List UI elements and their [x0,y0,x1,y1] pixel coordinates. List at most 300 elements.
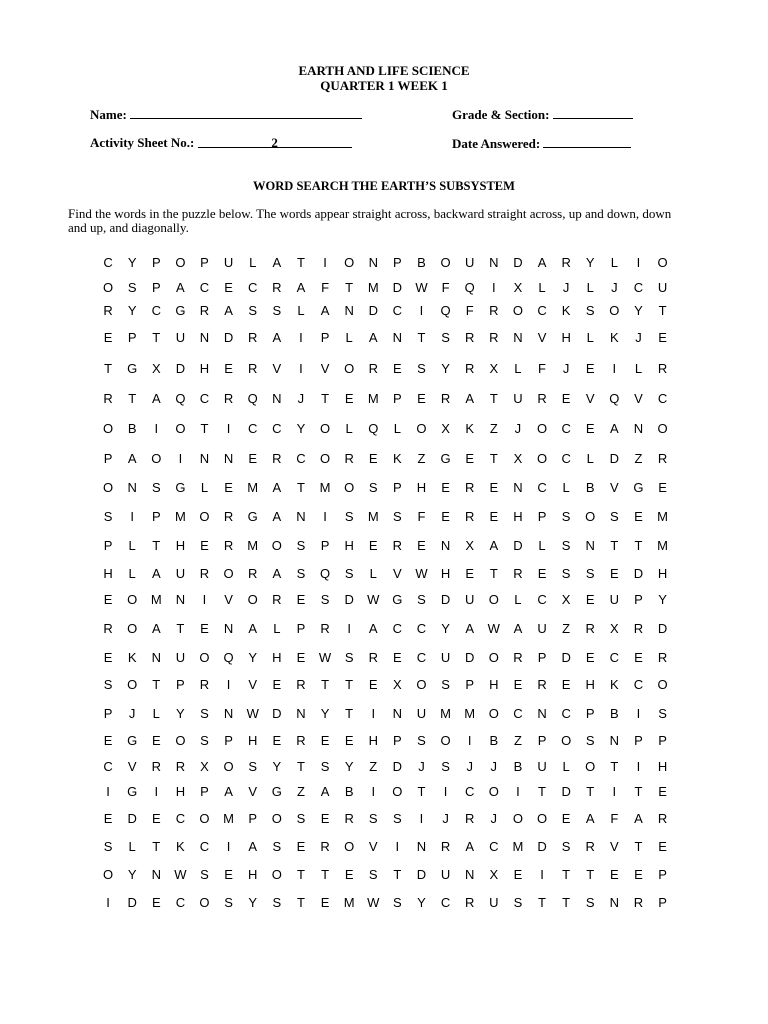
puzzle-letter[interactable]: Y [634,303,643,318]
puzzle-letter[interactable]: B [585,480,595,495]
puzzle-letter[interactable]: S [272,895,282,910]
puzzle-letter[interactable]: R [657,451,668,466]
puzzle-letter[interactable]: N [513,480,523,495]
puzzle-letter[interactable]: R [561,255,571,270]
puzzle-letter[interactable]: J [490,811,498,826]
puzzle-letter[interactable]: P [634,592,643,607]
puzzle-letter[interactable]: E [489,509,499,524]
puzzle-letter[interactable]: E [103,650,113,665]
puzzle-letter[interactable]: U [465,592,475,607]
puzzle-letter[interactable]: L [538,280,546,295]
puzzle-letter[interactable]: E [585,361,595,376]
puzzle-letter[interactable]: P [151,280,161,295]
puzzle-letter[interactable]: S [393,895,402,910]
puzzle-letter[interactable]: Z [634,451,643,466]
puzzle-letter[interactable]: N [609,895,620,910]
puzzle-letter[interactable]: O [344,255,355,270]
puzzle-letter[interactable]: Q [464,280,475,295]
puzzle-letter[interactable]: S [200,706,209,721]
puzzle-letter[interactable]: O [536,811,548,826]
puzzle-letter[interactable]: V [393,566,402,581]
puzzle-letter[interactable]: N [272,391,282,406]
puzzle-letter[interactable]: M [247,538,259,553]
puzzle-letter[interactable]: H [248,867,258,882]
puzzle-letter[interactable]: I [491,280,496,295]
puzzle-letter[interactable]: R [272,280,282,295]
puzzle-letter[interactable]: U [223,255,234,270]
puzzle-letter[interactable]: A [537,255,547,270]
puzzle-letter[interactable]: G [127,361,138,376]
puzzle-letter[interactable]: E [658,784,667,799]
puzzle-letter[interactable]: U [489,895,499,910]
puzzle-letter[interactable]: C [248,421,258,436]
puzzle-letter[interactable]: I [226,839,231,854]
puzzle-letter[interactable]: F [465,303,474,318]
puzzle-letter[interactable]: N [199,451,210,466]
puzzle-letter[interactable]: L [586,330,594,345]
puzzle-letter[interactable]: Y [127,867,137,882]
puzzle-letter[interactable]: D [127,895,137,910]
puzzle-letter[interactable]: N [633,421,644,436]
puzzle-letter[interactable]: I [371,706,376,721]
puzzle-letter[interactable]: F [441,280,450,295]
puzzle-letter[interactable]: C [537,592,547,607]
puzzle-letter[interactable]: T [104,361,113,376]
puzzle-letter[interactable]: R [272,451,282,466]
puzzle-letter[interactable]: J [514,421,522,436]
puzzle-letter[interactable]: N [537,706,547,721]
puzzle-letter[interactable]: O [488,784,499,799]
puzzle-letter[interactable]: O [536,451,548,466]
puzzle-letter[interactable]: O [102,480,114,495]
puzzle-letter[interactable]: H [561,330,571,345]
puzzle-letter[interactable]: D [633,566,644,581]
puzzle-letter[interactable]: E [368,538,378,553]
puzzle-letter[interactable]: R [465,895,475,910]
puzzle-letter[interactable]: O [488,706,499,721]
puzzle-letter[interactable]: R [633,895,644,910]
puzzle-letter[interactable]: D [416,867,427,882]
puzzle-letter[interactable]: B [489,733,499,748]
puzzle-letter[interactable]: O [271,867,282,882]
puzzle-letter[interactable]: S [320,759,330,774]
puzzle-letter[interactable]: O [416,421,427,436]
puzzle-letter[interactable]: S [393,811,402,826]
puzzle-letter[interactable]: T [489,451,498,466]
puzzle-letter[interactable]: E [610,566,619,581]
puzzle-letter[interactable]: O [561,733,572,748]
puzzle-letter[interactable]: S [561,509,571,524]
puzzle-letter[interactable]: L [249,255,257,270]
puzzle-letter[interactable]: R [248,361,258,376]
puzzle-letter[interactable]: N [223,451,234,466]
puzzle-letter[interactable]: E [658,330,667,345]
puzzle-letter[interactable]: K [610,677,619,692]
puzzle-letter[interactable]: C [416,650,427,665]
puzzle-letter[interactable]: P [151,509,161,524]
puzzle-letter[interactable]: O [223,566,234,581]
puzzle-letter[interactable]: S [585,895,595,910]
puzzle-letter[interactable]: U [440,650,451,665]
puzzle-letter[interactable]: N [223,621,234,636]
puzzle-letter[interactable]: A [272,566,282,581]
puzzle-letter[interactable]: T [610,759,619,774]
puzzle-letter[interactable]: T [610,538,619,553]
puzzle-letter[interactable]: P [224,733,233,748]
puzzle-letter[interactable]: Y [320,706,330,721]
puzzle-letter[interactable]: E [200,538,209,553]
puzzle-letter[interactable]: E [417,391,426,406]
puzzle-letter[interactable]: D [368,303,378,318]
puzzle-letter[interactable]: D [344,592,354,607]
puzzle-letter[interactable]: P [393,733,402,748]
puzzle-letter[interactable]: R [537,391,547,406]
puzzle-letter[interactable]: A [224,303,233,318]
puzzle-letter[interactable]: E [296,839,306,854]
puzzle-letter[interactable]: J [635,330,642,345]
puzzle-letter[interactable]: I [419,811,424,826]
puzzle-letter[interactable]: E [320,895,330,910]
puzzle-letter[interactable]: T [321,677,330,692]
puzzle-letter[interactable]: A [513,621,523,636]
puzzle-letter[interactable]: R [465,330,475,345]
puzzle-letter[interactable]: Z [296,784,305,799]
puzzle-letter[interactable]: N [127,480,137,495]
puzzle-letter[interactable]: N [465,867,475,882]
puzzle-letter[interactable]: I [636,706,641,721]
puzzle-letter[interactable]: O [344,361,355,376]
puzzle-letter[interactable]: E [296,650,306,665]
puzzle-letter[interactable]: I [202,592,207,607]
puzzle-letter[interactable]: Q [247,391,258,406]
puzzle-letter[interactable]: D [537,839,547,854]
puzzle-letter[interactable]: D [513,538,523,553]
puzzle-letter[interactable]: R [657,361,668,376]
puzzle-letter[interactable]: D [392,759,403,774]
puzzle-letter[interactable]: R [320,839,330,854]
puzzle-letter[interactable]: S [248,759,258,774]
puzzle-letter[interactable]: A [585,811,595,826]
puzzle-letter[interactable]: U [537,621,547,636]
name-blank[interactable] [130,106,362,119]
puzzle-letter[interactable]: E [103,733,113,748]
puzzle-letter[interactable]: X [441,421,450,436]
puzzle-letter[interactable]: D [392,280,403,295]
puzzle-letter[interactable]: R [633,621,644,636]
puzzle-letter[interactable]: V [368,839,378,854]
puzzle-letter[interactable]: U [440,867,451,882]
puzzle-letter[interactable]: R [513,566,523,581]
puzzle-letter[interactable]: J [128,706,136,721]
puzzle-letter[interactable]: E [585,592,595,607]
puzzle-letter[interactable]: X [151,361,161,376]
puzzle-letter[interactable]: M [657,538,668,553]
puzzle-letter[interactable]: I [226,421,231,436]
puzzle-letter[interactable]: E [417,538,426,553]
puzzle-letter[interactable]: N [440,538,451,553]
puzzle-letter[interactable]: O [199,650,210,665]
puzzle-letter[interactable]: K [465,421,475,436]
puzzle-letter[interactable]: C [657,391,668,406]
puzzle-letter[interactable]: G [127,784,138,799]
puzzle-letter[interactable]: R [489,303,499,318]
puzzle-letter[interactable]: E [151,811,161,826]
puzzle-letter[interactable]: E [561,811,571,826]
puzzle-letter[interactable]: O [102,867,114,882]
puzzle-letter[interactable]: S [585,733,595,748]
puzzle-letter[interactable]: E [393,650,402,665]
puzzle-letter[interactable]: E [224,280,233,295]
puzzle-letter[interactable]: E [441,509,450,524]
puzzle-letter[interactable]: S [368,480,378,495]
puzzle-letter[interactable]: Y [127,255,137,270]
puzzle-letter[interactable]: S [103,839,113,854]
puzzle-letter[interactable]: S [272,303,282,318]
puzzle-letter[interactable]: E [103,592,113,607]
puzzle-letter[interactable]: E [344,391,354,406]
puzzle-letter[interactable]: C [416,621,427,636]
puzzle-letter[interactable]: G [127,733,138,748]
puzzle-letter[interactable]: J [562,280,570,295]
puzzle-letter[interactable]: D [223,330,234,345]
puzzle-letter[interactable]: D [561,650,571,665]
puzzle-letter[interactable]: P [658,733,667,748]
puzzle-letter[interactable]: A [151,566,161,581]
puzzle-letter[interactable]: A [465,621,475,636]
puzzle-letter[interactable]: P [296,621,306,636]
puzzle-letter[interactable]: A [248,839,258,854]
puzzle-letter[interactable]: H [513,509,523,524]
puzzle-letter[interactable]: S [296,538,306,553]
puzzle-letter[interactable]: C [561,451,571,466]
puzzle-letter[interactable]: L [538,538,546,553]
puzzle-letter[interactable]: S [368,811,378,826]
puzzle-letter[interactable]: Q [319,566,331,581]
puzzle-letter[interactable]: M [367,280,379,295]
puzzle-letter[interactable]: E [224,480,233,495]
puzzle-letter[interactable]: A [368,330,378,345]
puzzle-letter[interactable]: O [223,759,234,774]
puzzle-letter[interactable]: L [345,421,353,436]
puzzle-letter[interactable]: P [248,811,258,826]
puzzle-letter[interactable]: A [610,421,619,436]
puzzle-letter[interactable]: O [175,255,186,270]
puzzle-letter[interactable]: Y [658,592,667,607]
puzzle-letter[interactable]: C [561,421,571,436]
puzzle-letter[interactable]: L [610,255,618,270]
puzzle-letter[interactable]: I [226,677,231,692]
puzzle-letter[interactable]: H [585,677,595,692]
puzzle-letter[interactable]: E [585,421,595,436]
puzzle-letter[interactable]: N [199,330,210,345]
puzzle-letter[interactable]: H [248,733,258,748]
puzzle-letter[interactable]: P [634,733,643,748]
puzzle-letter[interactable]: R [465,509,475,524]
puzzle-letter[interactable]: D [272,706,282,721]
puzzle-letter[interactable]: A [176,280,185,295]
puzzle-letter[interactable]: E [634,509,643,524]
puzzle-letter[interactable]: C [537,303,547,318]
puzzle-letter[interactable]: F [417,509,426,524]
puzzle-letter[interactable]: L [369,566,377,581]
puzzle-letter[interactable]: V [272,361,282,376]
puzzle-letter[interactable]: O [344,839,355,854]
puzzle-letter[interactable]: T [634,538,643,553]
puzzle-letter[interactable]: H [657,759,668,774]
puzzle-letter[interactable]: E [103,811,113,826]
puzzle-letter[interactable]: N [489,255,499,270]
puzzle-letter[interactable]: I [106,784,110,799]
puzzle-letter[interactable]: P [103,451,113,466]
puzzle-letter[interactable]: I [347,621,351,636]
puzzle-letter[interactable]: U [175,566,186,581]
puzzle-letter[interactable]: C [199,839,210,854]
puzzle-letter[interactable]: Y [585,255,595,270]
puzzle-letter[interactable]: E [320,733,330,748]
puzzle-letter[interactable]: S [441,759,450,774]
puzzle-letter[interactable]: V [127,759,137,774]
puzzle-letter[interactable]: T [489,566,498,581]
puzzle-letter[interactable]: E [344,867,354,882]
puzzle-letter[interactable]: V [634,391,643,406]
puzzle-letter[interactable]: Q [440,303,451,318]
puzzle-letter[interactable]: J [611,280,618,295]
puzzle-letter[interactable]: T [393,867,402,882]
puzzle-letter[interactable]: Y [441,361,450,376]
puzzle-letter[interactable]: R [465,811,475,826]
puzzle-letter[interactable]: Z [513,733,522,748]
puzzle-letter[interactable]: T [489,391,498,406]
puzzle-letter[interactable]: M [174,509,186,524]
puzzle-letter[interactable]: P [103,706,113,721]
puzzle-letter[interactable]: U [609,592,620,607]
puzzle-letter[interactable]: X [489,361,499,376]
puzzle-letter[interactable]: Z [369,759,378,774]
puzzle-letter[interactable]: X [610,621,619,636]
puzzle-letter[interactable]: S [127,280,137,295]
puzzle-letter[interactable]: R [199,566,210,581]
puzzle-letter[interactable]: E [393,361,402,376]
puzzle-letter[interactable]: G [271,784,282,799]
puzzle-letter[interactable]: N [296,706,306,721]
puzzle-letter[interactable]: T [152,330,161,345]
puzzle-letter[interactable]: O [102,280,114,295]
puzzle-letter[interactable]: N [296,509,306,524]
puzzle-letter[interactable]: S [393,509,402,524]
puzzle-letter[interactable]: S [151,480,161,495]
puzzle-letter[interactable]: C [465,784,475,799]
puzzle-letter[interactable]: R [223,391,234,406]
puzzle-letter[interactable]: I [467,733,472,748]
puzzle-letter[interactable]: A [272,255,282,270]
puzzle-letter[interactable]: S [561,566,571,581]
puzzle-letter[interactable]: N [392,706,403,721]
puzzle-letter[interactable]: O [271,811,282,826]
puzzle-letter[interactable]: N [609,733,620,748]
puzzle-letter[interactable]: O [657,677,668,692]
puzzle-letter[interactable]: M [367,391,379,406]
puzzle-letter[interactable]: E [465,451,475,466]
puzzle-letter[interactable]: I [612,784,617,799]
puzzle-letter[interactable]: D [609,451,620,466]
puzzle-letter[interactable]: N [175,592,186,607]
puzzle-letter[interactable]: O [319,421,331,436]
puzzle-letter[interactable]: O [127,621,138,636]
puzzle-letter[interactable]: V [610,839,619,854]
puzzle-letter[interactable]: R [489,330,499,345]
puzzle-letter[interactable]: U [175,330,186,345]
puzzle-letter[interactable]: L [586,280,594,295]
puzzle-letter[interactable]: W [415,280,428,295]
puzzle-letter[interactable]: M [464,706,476,721]
puzzle-letter[interactable]: B [417,255,426,270]
activity-sheet-blank[interactable] [198,135,352,148]
puzzle-letter[interactable]: O [127,677,138,692]
puzzle-letter[interactable]: Y [272,759,282,774]
puzzle-letter[interactable]: A [320,303,330,318]
puzzle-letter[interactable]: N [585,538,595,553]
puzzle-letter[interactable]: I [106,895,110,910]
puzzle-letter[interactable]: R [103,621,113,636]
puzzle-letter[interactable]: R [175,759,186,774]
puzzle-letter[interactable]: C [175,895,186,910]
puzzle-letter[interactable]: E [513,677,523,692]
puzzle-letter[interactable]: W [318,650,332,665]
puzzle-letter[interactable]: T [296,255,305,270]
puzzle-letter[interactable]: O [175,421,186,436]
puzzle-letter[interactable]: O [657,255,668,270]
puzzle-letter[interactable]: O [512,303,523,318]
puzzle-letter[interactable]: G [175,480,186,495]
puzzle-letter[interactable]: O [440,733,451,748]
puzzle-letter[interactable]: J [562,361,570,376]
puzzle-letter[interactable]: E [489,480,499,495]
puzzle-letter[interactable]: J [466,759,473,774]
puzzle-letter[interactable]: E [658,480,667,495]
puzzle-letter[interactable]: Q [175,391,186,406]
puzzle-letter[interactable]: Y [296,421,306,436]
puzzle-letter[interactable]: T [345,706,354,721]
puzzle-letter[interactable]: V [224,592,233,607]
puzzle-letter[interactable]: N [416,839,427,854]
puzzle-letter[interactable]: N [151,650,161,665]
puzzle-letter[interactable]: O [199,811,210,826]
puzzle-letter[interactable]: T [417,330,426,345]
puzzle-letter[interactable]: R [296,677,306,692]
puzzle-letter[interactable]: L [514,361,522,376]
puzzle-letter[interactable]: T [296,867,305,882]
puzzle-letter[interactable]: L [297,303,305,318]
puzzle-letter[interactable]: M [440,706,451,721]
puzzle-letter[interactable]: X [513,280,523,295]
grade-section-blank[interactable] [553,106,633,119]
puzzle-letter[interactable]: T [634,839,643,854]
puzzle-letter[interactable]: P [537,733,547,748]
puzzle-letter[interactable]: R [103,391,113,406]
puzzle-letter[interactable]: O [440,255,451,270]
puzzle-letter[interactable]: I [516,784,520,799]
puzzle-letter[interactable]: S [103,677,113,692]
puzzle-letter[interactable]: T [200,421,209,436]
puzzle-letter[interactable]: U [465,255,475,270]
puzzle-letter[interactable]: I [323,509,327,524]
puzzle-letter[interactable]: O [657,421,668,436]
puzzle-letter[interactable]: T [345,280,354,295]
puzzle-letter[interactable]: P [320,538,330,553]
puzzle-letter[interactable]: R [440,839,451,854]
puzzle-letter[interactable]: O [175,733,186,748]
puzzle-letter[interactable]: I [178,451,183,466]
